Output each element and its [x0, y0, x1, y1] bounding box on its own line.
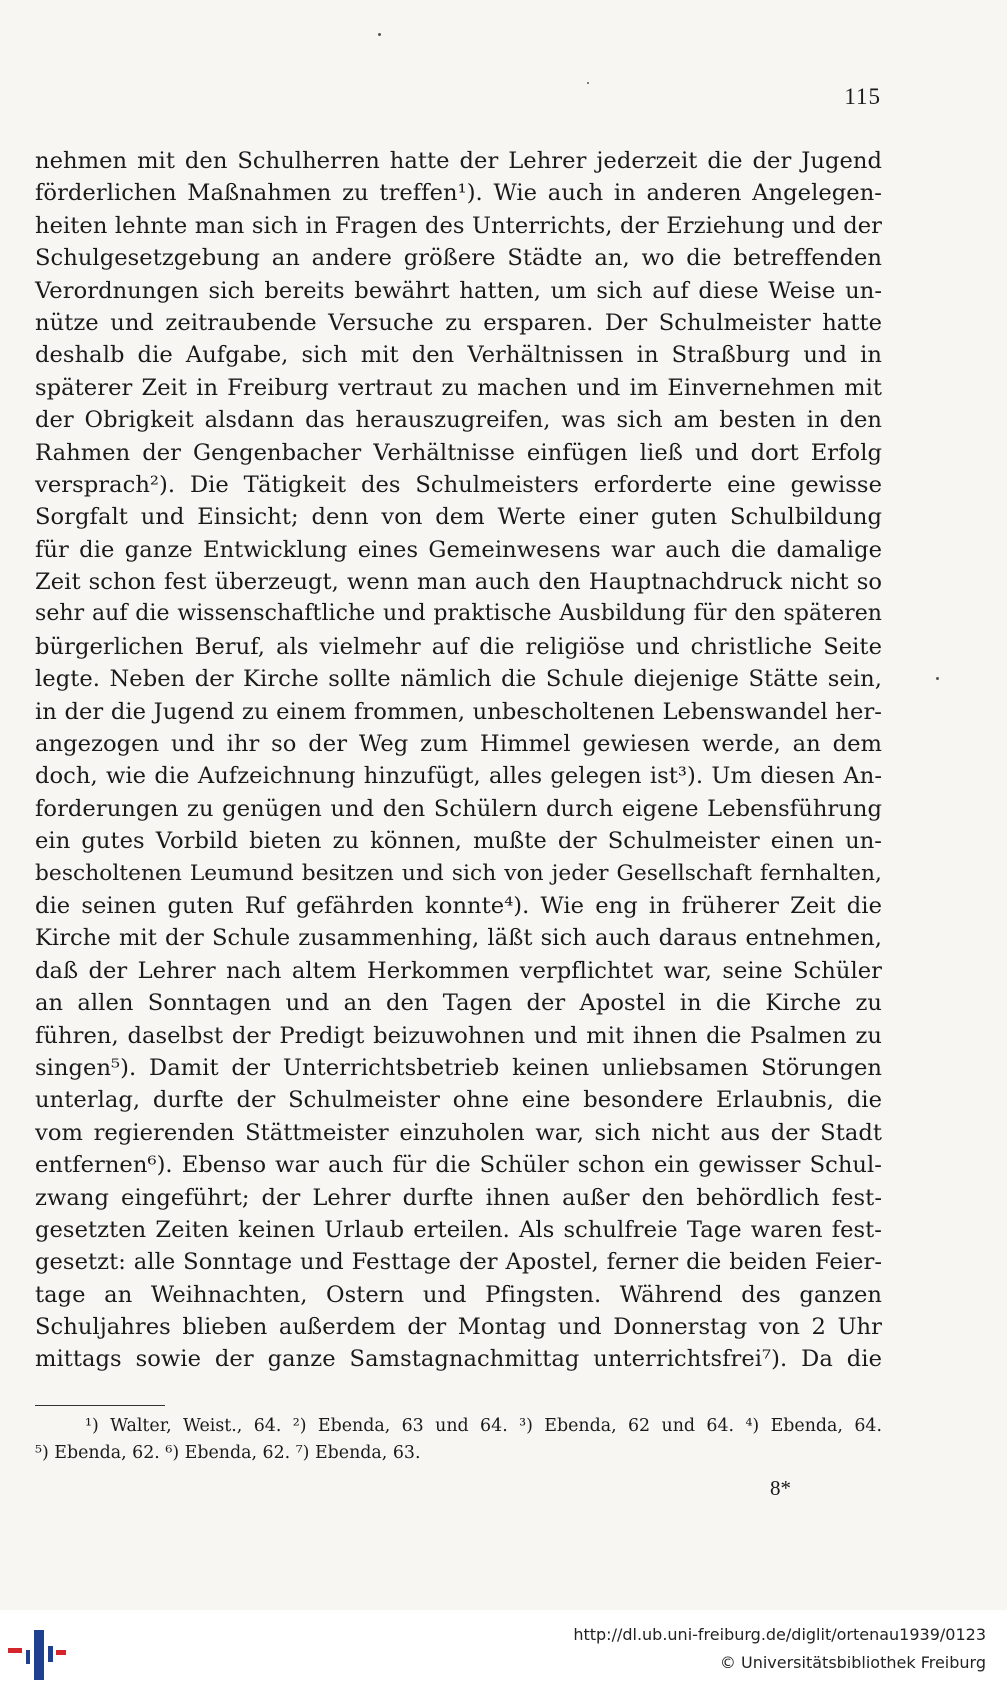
text-line: förderlichen Maßnahmen zu treffen¹). Wie auch in anderen Angelegen-	[35, 180, 882, 207]
text-line: Schuljahres blieben außerdem der Montag und Donnerstag von 2 Uhr	[35, 1314, 882, 1341]
body-text	[35, 145, 882, 1376]
text-line: an allen Sonntagen und an den Tagen der Apostel in die Kirche zu	[35, 990, 882, 1017]
sheet-signature: 8*	[770, 1476, 791, 1500]
text-line: Zeit schon fest überzeugt, wenn man auch den Hauptnachdruck nicht so	[35, 569, 882, 596]
footer-bar	[0, 1610, 1007, 1681]
scan-speck	[587, 82, 589, 84]
text-line: legte. Neben der Kirche sollte nämlich die Schule diejenige Stätte sein,	[35, 666, 882, 693]
text-line: forderungen zu genügen und den Schülern durch eigene Lebensführung	[35, 795, 882, 822]
footnotes	[35, 1413, 882, 1467]
text-line: bürgerlichen Beruf, als vielmehr auf die religiöse und christliche Seite	[35, 633, 882, 660]
copyright-notice: © Universitätsbibliothek Freiburg	[719, 1653, 986, 1672]
text-line: deshalb die Aufgabe, sich mit den Verhältnissen in Straßburg und in	[35, 342, 882, 369]
scan-speck	[936, 677, 939, 680]
text-line: doch, wie die Aufzeichnung hinzufügt, alles gelegen ist³). Um diesen An-	[35, 763, 882, 790]
text-line: der Obrigkeit alsdann das herauszugreifen, was sich am besten in den	[35, 407, 882, 434]
document-url-link[interactable]: http://dl.ub.uni-freiburg.de/diglit/ortenau1939/0123	[573, 1625, 986, 1644]
text-line: Kirche mit der Schule zusammenhing, läßt sich auch daraus entnehmen,	[35, 925, 882, 952]
footnote-divider	[35, 1405, 165, 1406]
text-line: unterlag, durfte der Schulmeister ohne eine besondere Erlaubnis, die	[35, 1087, 882, 1114]
text-line: Verordnungen sich bereits bewährt hatten, um sich auf diese Weise un-	[35, 277, 882, 304]
footnote-line: ⁵) Ebenda, 62. ⁶) Ebenda, 62. ⁷) Ebenda, 63.	[35, 1443, 421, 1463]
scan-speck	[378, 33, 381, 36]
text-line: mittags sowie der ganze Samstagnachmittag unterrichtsfrei⁷). Da die	[35, 1346, 882, 1373]
logo-bar	[48, 1646, 53, 1662]
text-line: bescholtenen Leumund besitzen und sich von jeder Gesellschaft fernhalten,	[35, 860, 882, 886]
text-line: Rahmen der Gengenbacher Verhältnisse einfügen ließ und dort Erfolg	[35, 439, 882, 466]
text-line: führen, daselbst der Predigt beizuwohnen und mit ihnen die Psalmen zu	[35, 1022, 882, 1049]
text-line: Sorgfalt und Einsicht; denn von dem Werte einer guten Schulbildung	[35, 504, 882, 531]
text-line: die seinen guten Ruf gefährden konnte⁴). Wie eng in früherer Zeit die	[35, 892, 882, 919]
logo-bar	[56, 1650, 66, 1655]
logo-bar	[34, 1630, 44, 1680]
text-line: tage an Weihnachten, Ostern und Pfingsten. Während des ganzen	[35, 1281, 882, 1308]
text-line: sehr auf die wissenschaftliche und praktische Ausbildung für den späteren	[35, 601, 882, 627]
logo-bar	[8, 1648, 22, 1653]
text-line: gesetzt: alle Sonntage und Festtage der Apostel, ferner die beiden Feier-	[35, 1249, 882, 1276]
text-line: zwang eingeführt; der Lehrer durfte ihnen außer den behördlich fest-	[35, 1184, 882, 1211]
text-line: ein gutes Vorbild bieten zu können, mußte der Schulmeister einen un-	[35, 828, 882, 855]
logo-bar	[26, 1650, 30, 1664]
text-line: angezogen und ihr so der Weg zum Himmel gewiesen werde, an dem	[35, 731, 882, 758]
text-line: entfernen⁶). Ebenso war auch für die Schüler schon ein gewisser Schul-	[35, 1152, 882, 1179]
text-line: versprach²). Die Tätigkeit des Schulmeisters erforderte eine gewisse	[35, 471, 882, 498]
text-line: heiten lehnte man sich in Fragen des Unterrichts, der Erziehung und der	[35, 212, 882, 239]
text-line: daß der Lehrer nach altem Herkommen verpflichtet war, seine Schüler	[35, 957, 882, 984]
page-number: 115	[844, 84, 881, 109]
text-line: singen⁵). Damit der Unterrichtsbetrieb keinen unliebsamen Störungen	[35, 1054, 882, 1081]
text-line: späterer Zeit in Freiburg vertraut zu machen und im Einvernehmen mit	[35, 374, 882, 401]
text-line: in der die Jugend zu einem frommen, unbescholtenen Lebenswandel her-	[35, 698, 882, 725]
text-line: gesetzten Zeiten keinen Urlaub erteilen. Als schulfreie Tage waren fest-	[35, 1216, 882, 1243]
text-line: nehmen mit den Schulherren hatte der Lehrer jederzeit die der Jugend	[35, 148, 882, 174]
text-line: nütze und zeitraubende Versuche zu ersparen. Der Schulmeister hatte	[35, 309, 882, 336]
ub-freiburg-logo-icon[interactable]	[8, 1624, 66, 1680]
text-line: Schulgesetzgebung an andere größere Städte an, wo die betreffenden	[35, 245, 882, 272]
footnote-line: ¹) Walter, Weist., 64. ²) Ebenda, 63 und 64. ³) Ebenda, 62 und 64. ⁴) Ebenda, 64.	[85, 1416, 882, 1436]
text-line: für die ganze Entwicklung eines Gemeinwesens war auch die damalige	[35, 536, 882, 563]
text-line: vom regierenden Stättmeister einzuholen war, sich nicht aus der Stadt	[35, 1119, 882, 1146]
